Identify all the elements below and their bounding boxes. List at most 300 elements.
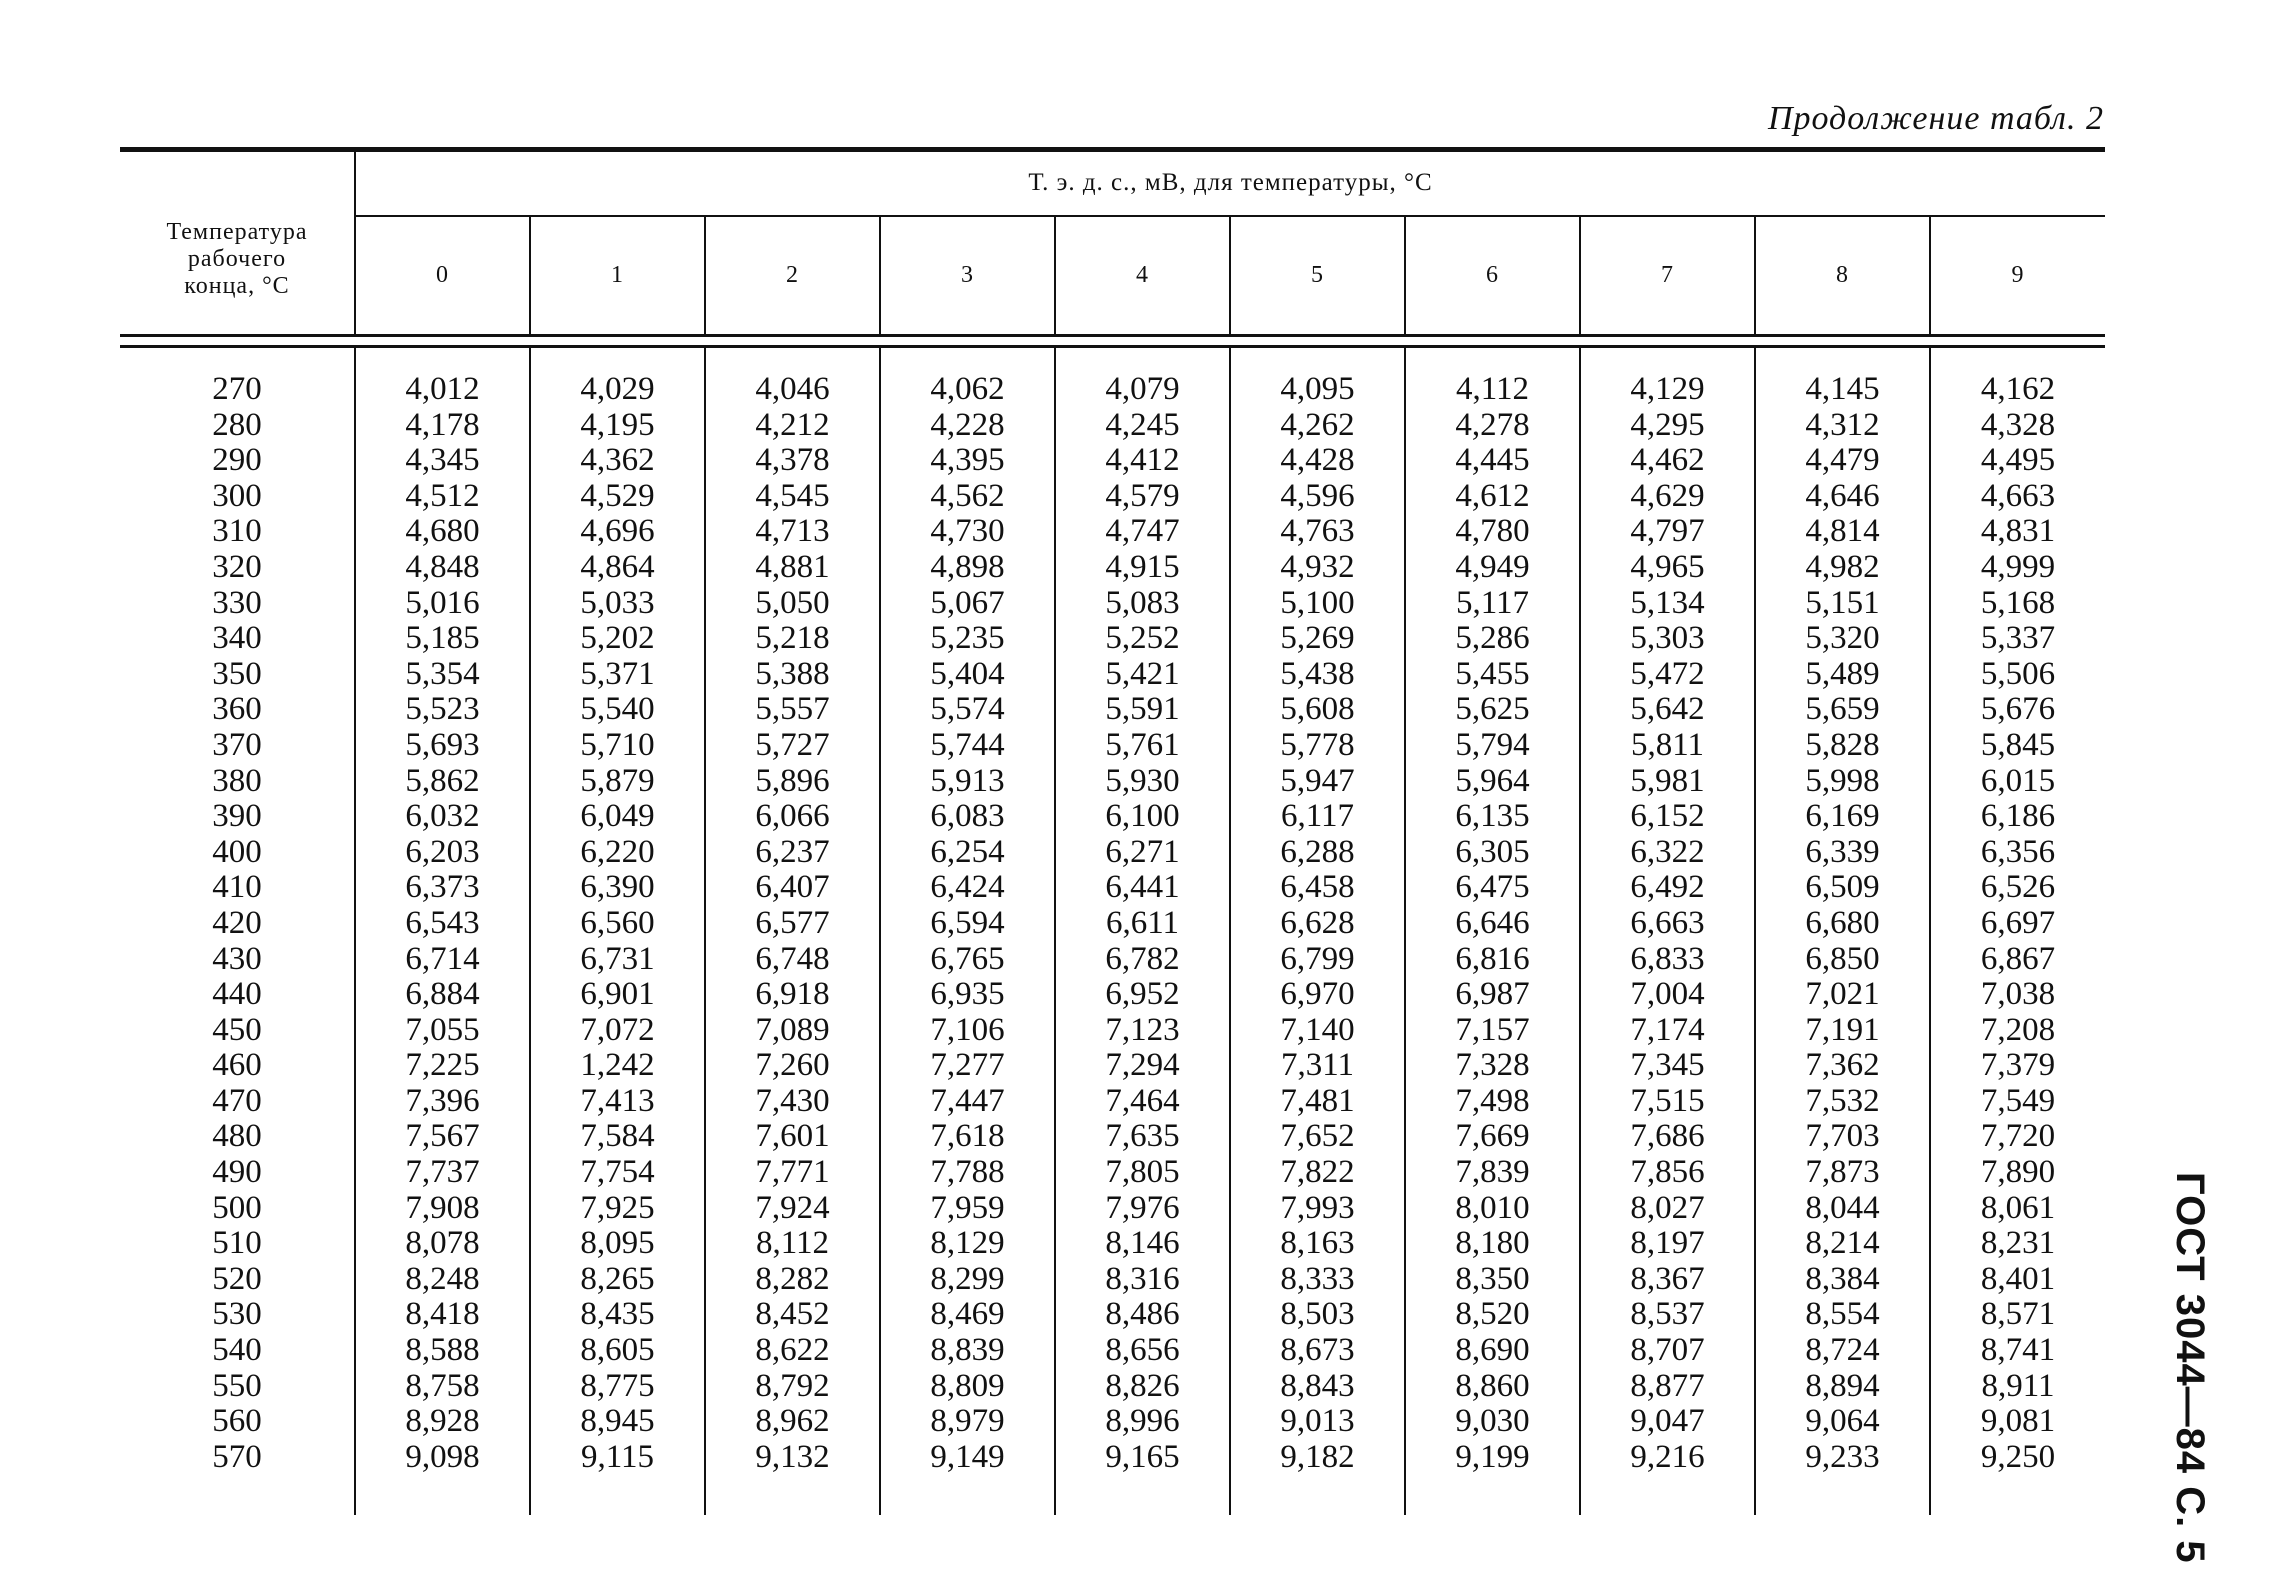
emf-value-cell: 4,915: [1055, 550, 1230, 586]
emf-value-cell: 8,367: [1580, 1262, 1755, 1298]
emf-value-cell: 4,982: [1755, 550, 1930, 586]
emf-value-cell: 5,761: [1055, 728, 1230, 764]
emf-value-cell: 9,216: [1580, 1440, 1755, 1516]
table-row: [120, 1191, 2105, 1227]
emf-value-cell: 7,447: [880, 1084, 1055, 1120]
emf-value-cell: 7,345: [1580, 1048, 1755, 1084]
emf-value-cell: 8,656: [1055, 1333, 1230, 1369]
row-temperature: 390: [120, 799, 355, 835]
emf-value-cell: 8,928: [355, 1404, 530, 1440]
emf-value-cell: 7,277: [880, 1048, 1055, 1084]
emf-value-cell: 4,412: [1055, 443, 1230, 479]
table-body: [120, 347, 2105, 1516]
emf-value-cell: 6,577: [705, 906, 880, 942]
emf-value-cell: 8,809: [880, 1369, 1055, 1405]
emf-value-cell: 8,231: [1930, 1226, 2105, 1262]
emf-value-cell: 7,464: [1055, 1084, 1230, 1120]
row-temperature: 360: [120, 692, 355, 728]
column-header-7: 7: [1580, 216, 1755, 335]
emf-value-cell: 4,747: [1055, 514, 1230, 550]
emf-value-cell: 8,452: [705, 1297, 880, 1333]
emf-value-cell: 5,947: [1230, 764, 1405, 800]
emf-value-cell: 7,720: [1930, 1119, 2105, 1155]
emf-value-cell: 6,952: [1055, 977, 1230, 1013]
emf-value-cell: 9,149: [880, 1440, 1055, 1516]
emf-value-cell: 9,250: [1930, 1440, 2105, 1516]
emf-value-cell: 4,062: [880, 347, 1055, 408]
emf-value-cell: 7,225: [355, 1048, 530, 1084]
emf-value-cell: 7,072: [530, 1013, 705, 1049]
emf-value-cell: 4,212: [705, 408, 880, 444]
emf-value-cell: 8,894: [1755, 1369, 1930, 1405]
emf-value-cell: 8,860: [1405, 1369, 1580, 1405]
emf-value-cell: 4,162: [1930, 347, 2105, 408]
emf-value-cell: 4,730: [880, 514, 1055, 550]
emf-value-cell: 8,078: [355, 1226, 530, 1262]
table-row: [120, 479, 2105, 515]
emf-value-cell: 5,913: [880, 764, 1055, 800]
emf-value-cell: 4,965: [1580, 550, 1755, 586]
emf-value-cell: 7,652: [1230, 1119, 1405, 1155]
emf-value-cell: 8,010: [1405, 1191, 1580, 1227]
table-row: [120, 728, 2105, 764]
table-row: [120, 408, 2105, 444]
emf-value-cell: 7,089: [705, 1013, 880, 1049]
temperature-header-line: рабочего: [187, 245, 287, 272]
emf-value-cell: 8,520: [1405, 1297, 1580, 1333]
emf-value-cell: 8,622: [705, 1333, 880, 1369]
emf-value-cell: 5,964: [1405, 764, 1580, 800]
emf-value-cell: 5,404: [880, 657, 1055, 693]
emf-value-cell: 4,395: [880, 443, 1055, 479]
emf-value-cell: 7,396: [355, 1084, 530, 1120]
emf-value-cell: 8,724: [1755, 1333, 1930, 1369]
emf-value-cell: 7,140: [1230, 1013, 1405, 1049]
emf-value-cell: 1,242: [530, 1048, 705, 1084]
emf-value-cell: 5,879: [530, 764, 705, 800]
emf-value-cell: 5,693: [355, 728, 530, 764]
emf-value-cell: 5,033: [530, 586, 705, 622]
emf-value-cell: 5,557: [705, 692, 880, 728]
column-header-row: [120, 216, 2105, 335]
table-row: [120, 692, 2105, 728]
emf-value-cell: 7,328: [1405, 1048, 1580, 1084]
emf-value-cell: 5,371: [530, 657, 705, 693]
emf-value-cell: 6,049: [530, 799, 705, 835]
emf-value-cell: 7,413: [530, 1084, 705, 1120]
emf-value-cell: 4,831: [1930, 514, 2105, 550]
emf-value-cell: 7,021: [1755, 977, 1930, 1013]
table-row: [120, 1084, 2105, 1120]
emf-value-cell: 8,486: [1055, 1297, 1230, 1333]
thermo-emf-table: [120, 150, 2105, 1515]
column-header-9: 9: [1930, 216, 2105, 335]
emf-value-cell: 8,962: [705, 1404, 880, 1440]
emf-value-cell: 8,180: [1405, 1226, 1580, 1262]
table-row: [120, 1404, 2105, 1440]
emf-value-cell: 5,472: [1580, 657, 1755, 693]
emf-value-cell: 6,970: [1230, 977, 1405, 1013]
table-row: [120, 870, 2105, 906]
emf-value-cell: 5,506: [1930, 657, 2105, 693]
table-row: [120, 550, 2105, 586]
emf-value-cell: 6,560: [530, 906, 705, 942]
emf-value-cell: 6,850: [1755, 942, 1930, 978]
table-row: [120, 977, 2105, 1013]
emf-value-cell: 8,163: [1230, 1226, 1405, 1262]
emf-value-cell: 5,744: [880, 728, 1055, 764]
emf-value-cell: 5,438: [1230, 657, 1405, 693]
emf-value-cell: 8,027: [1580, 1191, 1755, 1227]
emf-value-cell: 5,811: [1580, 728, 1755, 764]
emf-value-cell: 4,495: [1930, 443, 2105, 479]
emf-value-cell: 6,066: [705, 799, 880, 835]
table-row: [120, 514, 2105, 550]
emf-value-cell: 5,067: [880, 586, 1055, 622]
emf-value-cell: 8,265: [530, 1262, 705, 1298]
emf-value-cell: 9,132: [705, 1440, 880, 1516]
emf-value-cell: 6,663: [1580, 906, 1755, 942]
column-header-6: 6: [1405, 216, 1580, 335]
emf-value-cell: 5,727: [705, 728, 880, 764]
emf-value-cell: 4,763: [1230, 514, 1405, 550]
table-row: [120, 657, 2105, 693]
emf-value-cell: 5,625: [1405, 692, 1580, 728]
emf-value-cell: 4,864: [530, 550, 705, 586]
table-row: [120, 586, 2105, 622]
emf-value-cell: 4,680: [355, 514, 530, 550]
emf-value-cell: 4,328: [1930, 408, 2105, 444]
emf-value-cell: 7,873: [1755, 1155, 1930, 1191]
table-header: [120, 150, 2105, 347]
row-temperature: 420: [120, 906, 355, 942]
emf-value-cell: 4,312: [1755, 408, 1930, 444]
emf-value-cell: 4,579: [1055, 479, 1230, 515]
emf-value-cell: 6,492: [1580, 870, 1755, 906]
emf-value-cell: 8,401: [1930, 1262, 2105, 1298]
emf-value-cell: 7,174: [1580, 1013, 1755, 1049]
emf-value-cell: 5,016: [355, 586, 530, 622]
emf-value-cell: 5,981: [1580, 764, 1755, 800]
row-temperature: 340: [120, 621, 355, 657]
table-row: [120, 764, 2105, 800]
emf-value-cell: 6,833: [1580, 942, 1755, 978]
emf-value-cell: 4,245: [1055, 408, 1230, 444]
emf-value-cell: 7,686: [1580, 1119, 1755, 1155]
emf-value-cell: 4,295: [1580, 408, 1755, 444]
emf-value-cell: 9,115: [530, 1440, 705, 1516]
emf-value-cell: 4,545: [705, 479, 880, 515]
emf-value-cell: 7,208: [1930, 1013, 2105, 1049]
row-temperature: 460: [120, 1048, 355, 1084]
emf-value-cell: 6,220: [530, 835, 705, 871]
emf-value-cell: 7,379: [1930, 1048, 2105, 1084]
emf-value-cell: 7,157: [1405, 1013, 1580, 1049]
emf-value-cell: 5,168: [1930, 586, 2105, 622]
emf-value-cell: 5,489: [1755, 657, 1930, 693]
emf-value-cell: 6,237: [705, 835, 880, 871]
column-header-5: 5: [1230, 216, 1405, 335]
emf-value-cell: 6,935: [880, 977, 1055, 1013]
emf-value-cell: 4,345: [355, 443, 530, 479]
row-temperature: 270: [120, 347, 355, 408]
emf-value-cell: 5,100: [1230, 586, 1405, 622]
column-header-8: 8: [1755, 216, 1930, 335]
emf-value-cell: 7,618: [880, 1119, 1055, 1155]
emf-value-cell: 5,388: [705, 657, 880, 693]
emf-value-cell: 9,013: [1230, 1404, 1405, 1440]
row-temperature: 280: [120, 408, 355, 444]
emf-value-cell: 9,199: [1405, 1440, 1580, 1516]
emf-value-cell: 6,611: [1055, 906, 1230, 942]
emf-value-cell: 6,475: [1405, 870, 1580, 906]
emf-value-cell: 7,737: [355, 1155, 530, 1191]
emf-value-cell: 7,481: [1230, 1084, 1405, 1120]
column-header-3: 3: [880, 216, 1055, 335]
emf-value-cell: 5,794: [1405, 728, 1580, 764]
emf-value-cell: 4,512: [355, 479, 530, 515]
emf-value-cell: 4,195: [530, 408, 705, 444]
row-temperature: 440: [120, 977, 355, 1013]
emf-value-cell: 6,169: [1755, 799, 1930, 835]
emf-value-cell: 7,805: [1055, 1155, 1230, 1191]
emf-value-cell: 7,362: [1755, 1048, 1930, 1084]
emf-value-cell: 8,690: [1405, 1333, 1580, 1369]
emf-value-cell: 7,260: [705, 1048, 880, 1084]
emf-value-cell: 6,152: [1580, 799, 1755, 835]
header-double-rule: [120, 336, 2105, 347]
emf-value-cell: 6,135: [1405, 799, 1580, 835]
emf-value-cell: 6,731: [530, 942, 705, 978]
standard-page-label: ГОСТ 3044—84 С. 5: [2168, 1172, 2212, 1564]
emf-value-cell: 8,588: [355, 1333, 530, 1369]
emf-value-cell: 4,362: [530, 443, 705, 479]
emf-value-cell: 9,081: [1930, 1404, 2105, 1440]
emf-value-cell: 8,758: [355, 1369, 530, 1405]
emf-value-cell: 6,646: [1405, 906, 1580, 942]
emf-value-cell: 6,305: [1405, 835, 1580, 871]
emf-value-cell: 7,856: [1580, 1155, 1755, 1191]
emf-value-cell: 8,996: [1055, 1404, 1230, 1440]
table-row: [120, 1262, 2105, 1298]
emf-value-cell: 6,765: [880, 942, 1055, 978]
temperature-header-line: Температура: [166, 218, 308, 245]
emf-value-cell: 8,214: [1755, 1226, 1930, 1262]
emf-value-cell: 8,333: [1230, 1262, 1405, 1298]
emf-value-cell: 7,601: [705, 1119, 880, 1155]
table-row: [120, 1333, 2105, 1369]
emf-value-cell: 5,286: [1405, 621, 1580, 657]
emf-value-cell: 8,571: [1930, 1297, 2105, 1333]
emf-value-cell: 8,537: [1580, 1297, 1755, 1333]
emf-value-cell: 8,061: [1930, 1191, 2105, 1227]
emf-value-cell: 4,848: [355, 550, 530, 586]
row-temperature: 370: [120, 728, 355, 764]
emf-value-cell: 7,498: [1405, 1084, 1580, 1120]
emf-value-cell: 5,235: [880, 621, 1055, 657]
emf-value-cell: 8,248: [355, 1262, 530, 1298]
emf-value-cell: 6,748: [705, 942, 880, 978]
emf-value-cell: 6,458: [1230, 870, 1405, 906]
row-temperature: 550: [120, 1369, 355, 1405]
emf-value-cell: 5,659: [1755, 692, 1930, 728]
emf-value-cell: 6,254: [880, 835, 1055, 871]
emf-value-cell: 4,646: [1755, 479, 1930, 515]
emf-value-cell: 7,925: [530, 1191, 705, 1227]
emf-value-cell: 4,479: [1755, 443, 1930, 479]
table-row: [120, 906, 2105, 942]
emf-value-cell: 4,445: [1405, 443, 1580, 479]
row-temperature: 310: [120, 514, 355, 550]
column-header-1: 1: [530, 216, 705, 335]
emf-value-cell: 6,407: [705, 870, 880, 906]
emf-value-cell: 4,629: [1580, 479, 1755, 515]
temperature-header-line: конца, °C: [184, 272, 290, 299]
emf-value-cell: 4,949: [1405, 550, 1580, 586]
emf-value-cell: 4,112: [1405, 347, 1580, 408]
emf-value-cell: 8,911: [1930, 1369, 2105, 1405]
emf-value-cell: 9,047: [1580, 1404, 1755, 1440]
emf-value-cell: 6,509: [1755, 870, 1930, 906]
emf-value-cell: 6,884: [355, 977, 530, 1013]
emf-value-cell: 7,635: [1055, 1119, 1230, 1155]
emf-value-cell: 4,612: [1405, 479, 1580, 515]
emf-value-cell: 5,608: [1230, 692, 1405, 728]
emf-value-cell: 5,303: [1580, 621, 1755, 657]
emf-value-cell: 7,890: [1930, 1155, 2105, 1191]
emf-value-cell: 4,696: [530, 514, 705, 550]
emf-value-cell: 7,976: [1055, 1191, 1230, 1227]
emf-value-cell: 8,877: [1580, 1369, 1755, 1405]
temperature-column-header: [120, 150, 355, 336]
emf-value-cell: 7,703: [1755, 1119, 1930, 1155]
emf-value-cell: 8,112: [705, 1226, 880, 1262]
emf-value-cell: 8,469: [880, 1297, 1055, 1333]
emf-value-cell: 8,673: [1230, 1333, 1405, 1369]
row-temperature: 450: [120, 1013, 355, 1049]
emf-value-cell: 6,918: [705, 977, 880, 1013]
emf-value-cell: 6,424: [880, 870, 1055, 906]
emf-value-cell: 4,428: [1230, 443, 1405, 479]
emf-value-cell: 9,030: [1405, 1404, 1580, 1440]
table-row: [120, 1155, 2105, 1191]
emf-value-cell: 6,628: [1230, 906, 1405, 942]
table-row: [120, 1119, 2105, 1155]
emf-value-cell: 4,079: [1055, 347, 1230, 408]
emf-value-cell: 5,540: [530, 692, 705, 728]
row-temperature: 520: [120, 1262, 355, 1298]
emf-value-cell: 5,845: [1930, 728, 2105, 764]
emf-value-cell: 5,269: [1230, 621, 1405, 657]
emf-value-cell: 7,993: [1230, 1191, 1405, 1227]
emf-value-cell: 8,197: [1580, 1226, 1755, 1262]
table-row: [120, 1440, 2105, 1516]
emf-value-cell: 8,129: [880, 1226, 1055, 1262]
emf-value-cell: 4,663: [1930, 479, 2105, 515]
emf-value-cell: 5,930: [1055, 764, 1230, 800]
emf-value-cell: 4,029: [530, 347, 705, 408]
table-row: [120, 1013, 2105, 1049]
column-header-2: 2: [705, 216, 880, 335]
table-row: [120, 1297, 2105, 1333]
emf-value-cell: 6,594: [880, 906, 1055, 942]
emf-value-cell: 7,515: [1580, 1084, 1755, 1120]
emf-value-cell: 8,741: [1930, 1333, 2105, 1369]
emf-value-cell: 8,384: [1755, 1262, 1930, 1298]
emf-value-cell: 8,707: [1580, 1333, 1755, 1369]
emf-value-cell: 5,455: [1405, 657, 1580, 693]
emf-value-cell: 7,822: [1230, 1155, 1405, 1191]
emf-value-cell: 7,191: [1755, 1013, 1930, 1049]
emf-value-cell: 5,998: [1755, 764, 1930, 800]
emf-value-cell: 8,299: [880, 1262, 1055, 1298]
emf-value-cell: 5,591: [1055, 692, 1230, 728]
row-temperature: 430: [120, 942, 355, 978]
emf-value-cell: 8,979: [880, 1404, 1055, 1440]
emf-value-cell: 7,294: [1055, 1048, 1230, 1084]
row-temperature: 470: [120, 1084, 355, 1120]
emf-value-cell: 5,523: [355, 692, 530, 728]
emf-value-cell: 7,959: [880, 1191, 1055, 1227]
emf-value-cell: 6,987: [1405, 977, 1580, 1013]
table-row: [120, 1369, 2105, 1405]
emf-value-cell: 5,218: [705, 621, 880, 657]
emf-value-cell: 4,178: [355, 408, 530, 444]
emf-value-cell: 7,038: [1930, 977, 2105, 1013]
emf-value-cell: 6,117: [1230, 799, 1405, 835]
row-temperature: 480: [120, 1119, 355, 1155]
emf-value-cell: 4,145: [1755, 347, 1930, 408]
emf-value-cell: 4,095: [1230, 347, 1405, 408]
column-header-4: 4: [1055, 216, 1230, 335]
emf-value-cell: 8,044: [1755, 1191, 1930, 1227]
emf-value-cell: 8,792: [705, 1369, 880, 1405]
emf-value-cell: 6,816: [1405, 942, 1580, 978]
emf-value-cell: 4,797: [1580, 514, 1755, 550]
row-temperature: 500: [120, 1191, 355, 1227]
emf-value-cell: 6,697: [1930, 906, 2105, 942]
table-row: [120, 347, 2105, 408]
emf-value-cell: 9,233: [1755, 1440, 1930, 1516]
emf-value-cell: 5,050: [705, 586, 880, 622]
emf-value-cell: 7,430: [705, 1084, 880, 1120]
emf-value-cell: 4,378: [705, 443, 880, 479]
emf-value-cell: 8,839: [880, 1333, 1055, 1369]
emf-value-cell: 4,129: [1580, 347, 1755, 408]
table-row: [120, 799, 2105, 835]
row-temperature: 410: [120, 870, 355, 906]
emf-value-cell: 7,788: [880, 1155, 1055, 1191]
emf-value-cell: 6,714: [355, 942, 530, 978]
emf-value-cell: 8,945: [530, 1404, 705, 1440]
emf-value-cell: 8,503: [1230, 1297, 1405, 1333]
emf-value-cell: 8,826: [1055, 1369, 1230, 1405]
emf-value-cell: 8,146: [1055, 1226, 1230, 1262]
row-temperature: 540: [120, 1333, 355, 1369]
emf-value-cell: 4,262: [1230, 408, 1405, 444]
emf-value-cell: 4,932: [1230, 550, 1405, 586]
emf-value-cell: 8,095: [530, 1226, 705, 1262]
emf-value-cell: 5,778: [1230, 728, 1405, 764]
emf-value-cell: 7,567: [355, 1119, 530, 1155]
row-temperature: 530: [120, 1297, 355, 1333]
emf-value-cell: 7,771: [705, 1155, 880, 1191]
table-continuation-caption: Продолжение табл. 2: [1767, 100, 2104, 137]
emf-value-cell: 8,316: [1055, 1262, 1230, 1298]
emf-value-cell: 4,278: [1405, 408, 1580, 444]
emf-value-cell: 8,605: [530, 1333, 705, 1369]
emf-value-cell: 4,228: [880, 408, 1055, 444]
